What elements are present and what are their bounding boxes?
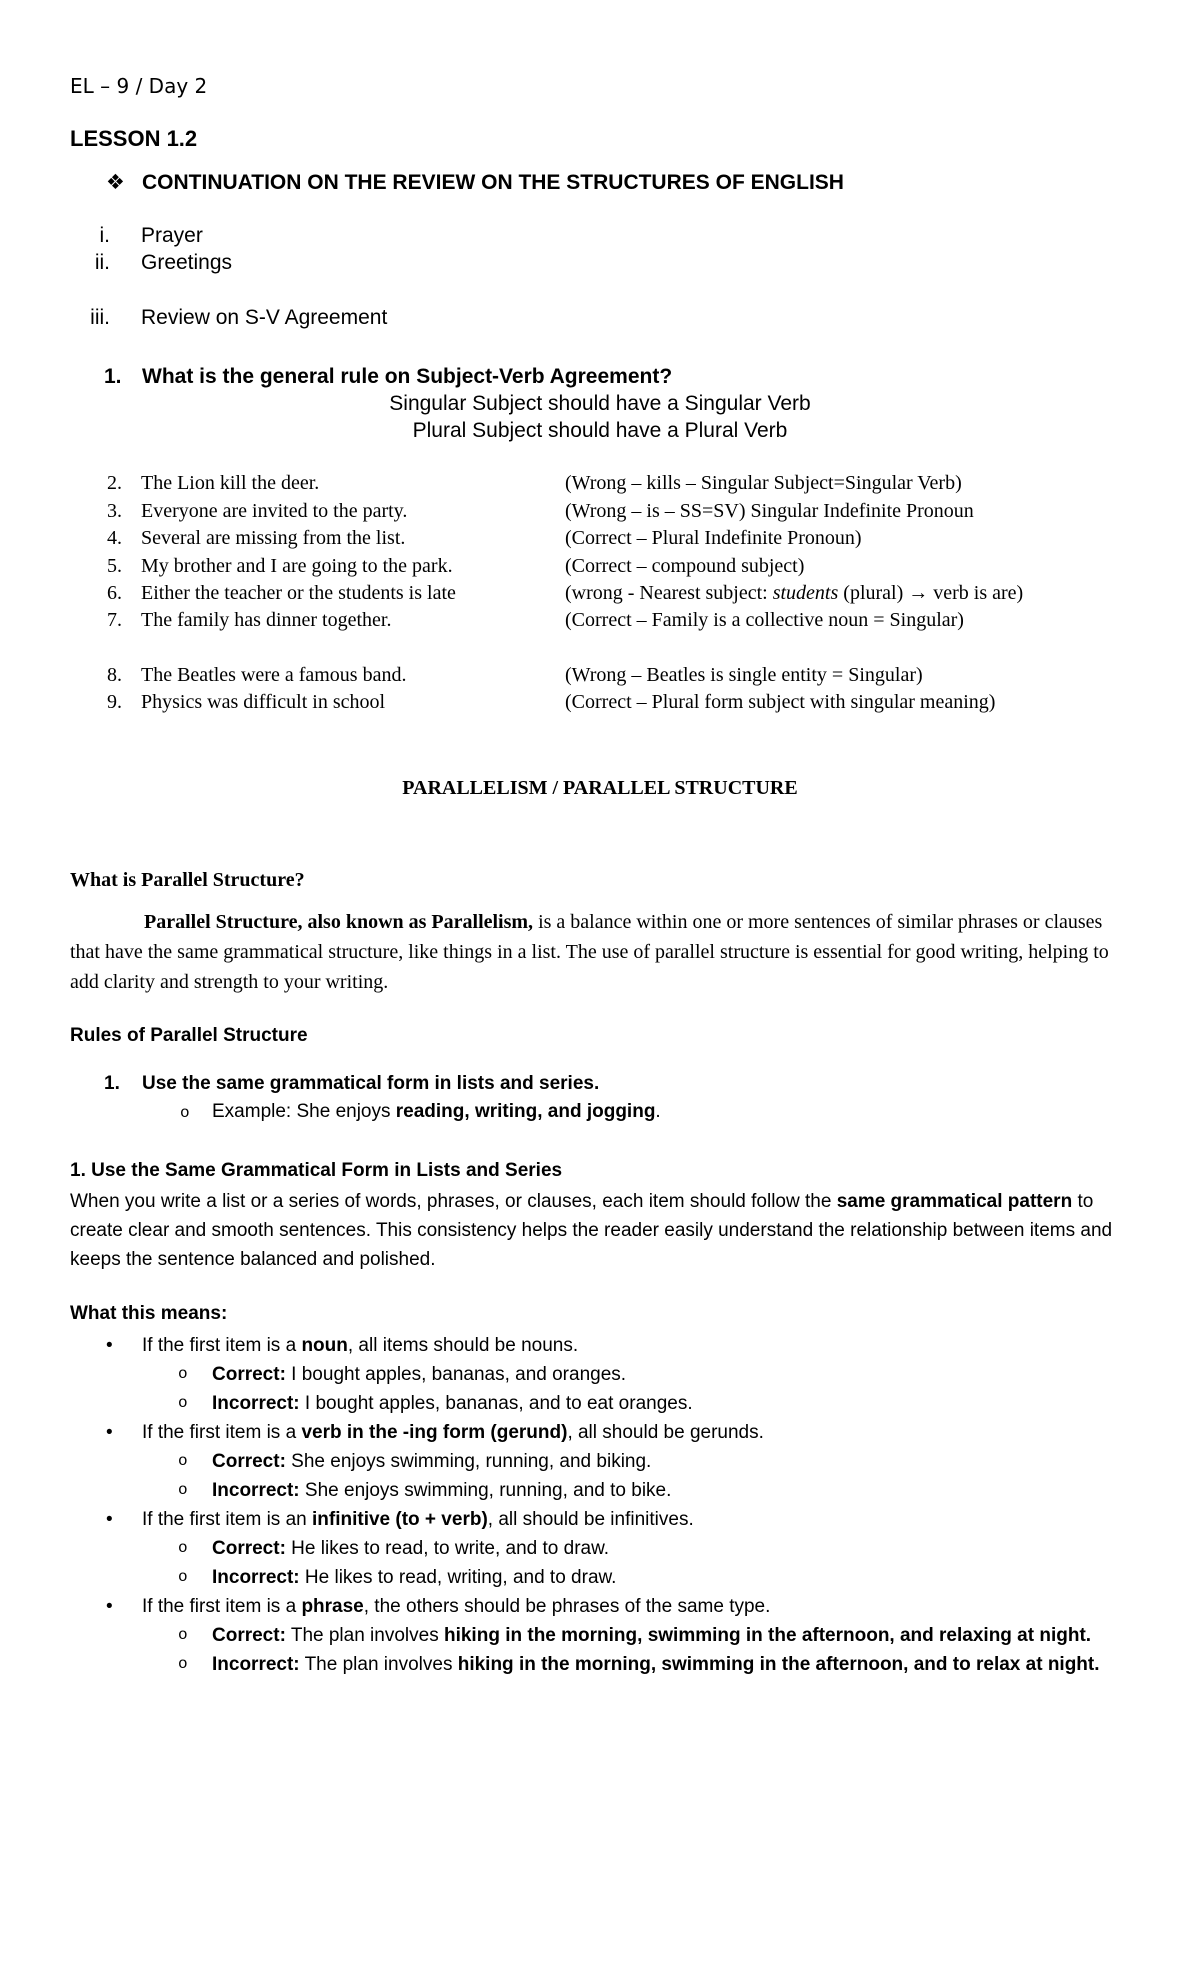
roman-num: i. [99, 224, 110, 247]
bullet-icon: • [106, 1422, 113, 1443]
roman-text: Prayer [141, 224, 203, 247]
item-bold: infinitive (to + verb) [312, 1509, 488, 1530]
header-code: EL – 9 / Day 2 [70, 74, 208, 98]
example-post: . [655, 1101, 661, 1122]
incorrect-text: The plan involves [299, 1654, 458, 1675]
list-item [70, 1592, 1130, 1621]
incorrect-label: Incorrect: [212, 1567, 300, 1588]
circle-bullet-icon: o [178, 1539, 188, 1557]
incorrect-text: She enjoys swimming, running, and to bike. [299, 1480, 672, 1501]
definition-paragraph [70, 907, 1130, 997]
correct-example [70, 1360, 1130, 1389]
incorrect-bold: hiking in the morning, swimming in the afternoon, and to relax at night. [457, 1654, 1100, 1675]
sv-rule-plural: Plural Subject should have a Plural Verb [412, 419, 788, 442]
bullet-icon: • [106, 1509, 113, 1530]
circle-bullet-icon: o [178, 1655, 188, 1673]
explanation-emphasis: students [772, 582, 839, 604]
sv-question [104, 365, 672, 389]
roman-text: Greetings [141, 251, 233, 274]
example-bold: reading, writing, and jogging [395, 1101, 656, 1122]
rule-num: 1. [104, 1073, 120, 1094]
sv-item-sentence: Either the teacher or the students is late [141, 582, 456, 604]
section1-paragraph [70, 1187, 1130, 1274]
correct-label: Correct: [212, 1538, 286, 1559]
roman-num: ii. [94, 251, 110, 274]
correct-label: Correct: [212, 1451, 286, 1472]
sv-item-num: 6. [107, 582, 122, 604]
sv-item-num: 2. [107, 472, 122, 494]
sv-item-sentence: Several are missing from the list. [141, 527, 406, 549]
sv-item-explanation: (Wrong – kills – Singular Subject=Singular Verb) [565, 472, 962, 494]
sv-item-explanation: (Wrong – is – SS=SV) Singular Indefinite Pronoun [565, 500, 974, 522]
sv-item-num: 7. [107, 609, 122, 631]
sv-item-sentence: My brother and I are going to the park. [141, 555, 453, 577]
correct-text: He likes to read, to write, and to draw. [285, 1538, 610, 1559]
correct-text: She enjoys swimming, running, and biking. [285, 1451, 652, 1472]
incorrect-example [70, 1563, 1130, 1592]
question-text: What is the general rule on Subject-Verb Agreement? [142, 365, 673, 388]
sv-item-explanation: (Correct – Family is a collective noun = Singular) [565, 609, 964, 631]
question-num: 1. [104, 365, 122, 388]
section-title-parallelism: PARALLELISM / PARALLEL STRUCTURE [402, 777, 798, 799]
parallel-question: What is Parallel Structure? [70, 869, 305, 891]
sv-item-num: 5. [107, 555, 122, 577]
sv-item-explanation: (Wrong – Beatles is single entity = Singular) [565, 664, 923, 686]
roman-text: Review on S-V Agreement [141, 306, 388, 329]
sv-item-num: 8. [107, 664, 122, 686]
list-item [70, 1505, 1130, 1534]
circle-bullet-icon: o [178, 1452, 188, 1470]
item-pre: If the first item is an [142, 1509, 312, 1530]
sv-item-sentence: The Beatles were a famous band. [141, 664, 407, 686]
correct-label: Correct: [212, 1625, 286, 1646]
explanation-post: (plural) → verb is are) [838, 582, 1024, 604]
incorrect-example [70, 1650, 1130, 1679]
item-post: , all items should be nouns. [347, 1335, 579, 1356]
sv-rule-singular: Singular Subject should have a Singular Verb [389, 392, 811, 415]
circle-bullet-icon: o [178, 1365, 188, 1383]
diamond-bullet-icon: ❖ [106, 170, 125, 194]
topic-text: CONTINUATION ON THE REVIEW ON THE STRUCTURES OF ENGLISH [142, 171, 844, 194]
incorrect-text: He likes to read, writing, and to draw. [299, 1567, 617, 1588]
item-post: , all should be gerunds. [567, 1422, 764, 1443]
incorrect-example [70, 1389, 1130, 1418]
example-pre: Example: She enjoys [212, 1101, 396, 1122]
circle-bullet-icon: o [178, 1481, 188, 1499]
definition-rest: is a balance within one or more sentences of similar phrases or clauses that have the same grammatical structure, like things in a list. The use of parallel structure is essential for good writing, helping to add clarity and strength to your writing. [70, 911, 1109, 993]
rule-example [180, 1101, 661, 1123]
item-bold: noun [301, 1335, 348, 1356]
item-pre: If the first item is a [142, 1335, 302, 1356]
list-item [70, 1418, 1130, 1447]
correct-example [70, 1534, 1130, 1563]
rules-heading: Rules of Parallel Structure [70, 1025, 308, 1046]
correct-text: I bought apples, bananas, and oranges. [285, 1364, 627, 1385]
incorrect-label: Incorrect: [212, 1393, 300, 1414]
sv-item-explanation: (Correct – compound subject) [565, 555, 805, 577]
rule-item [104, 1073, 599, 1095]
lesson-title: LESSON 1.2 [70, 126, 198, 151]
incorrect-label: Incorrect: [212, 1480, 300, 1501]
bullet-icon: • [106, 1335, 113, 1356]
para-post: to create clear and smooth sentences. This consistency helps the reader easily understand the relationship between items and keeps the sentence balanced and polished. [70, 1191, 1113, 1270]
correct-label: Correct: [212, 1364, 286, 1385]
incorrect-text: I bought apples, bananas, and to eat oranges. [299, 1393, 693, 1414]
rule-text: Use the same grammatical form in lists and series. [142, 1073, 600, 1094]
circle-bullet-icon: o [180, 1104, 190, 1122]
para-pre: When you write a list or a series of words, phrases, or clauses, each item should follow the [70, 1191, 837, 1212]
sv-item-sentence: The family has dinner together. [141, 609, 392, 631]
circle-bullet-icon: o [178, 1568, 188, 1586]
topic-heading [106, 170, 844, 195]
sv-item-num: 4. [107, 527, 122, 549]
incorrect-example [70, 1476, 1130, 1505]
circle-bullet-icon: o [178, 1394, 188, 1412]
explanation-pre: (wrong - Nearest subject: [565, 582, 773, 604]
item-pre: If the first item is a [142, 1422, 302, 1443]
roman-num: iii. [90, 306, 110, 329]
item-bold: verb in the -ing form (gerund) [301, 1422, 568, 1443]
item-pre: If the first item is a [142, 1596, 302, 1617]
list-item [70, 1331, 1130, 1360]
means-list [70, 1331, 1130, 1679]
sv-item-sentence: Everyone are invited to the party. [141, 500, 408, 522]
sv-item-num: 9. [107, 691, 122, 713]
definition-bold: Parallel Structure, also known as Parallelism, [144, 911, 534, 933]
correct-text: The plan involves [285, 1625, 444, 1646]
item-post: , all should be infinitives. [487, 1509, 694, 1530]
bullet-icon: • [106, 1596, 113, 1617]
correct-example [70, 1447, 1130, 1476]
incorrect-label: Incorrect: [212, 1654, 300, 1675]
sv-item-sentence: Physics was difficult in school [141, 691, 386, 713]
sv-item-num: 3. [107, 500, 122, 522]
sv-item-explanation: (Correct – Plural Indefinite Pronoun) [565, 527, 862, 549]
correct-bold: hiking in the morning, swimming in the afternoon, and relaxing at night. [443, 1625, 1092, 1646]
sv-item-sentence: The Lion kill the deer. [141, 472, 320, 494]
item-bold: phrase [301, 1596, 364, 1617]
sv-item-explanation [565, 582, 1023, 605]
para-bold: same grammatical pattern [836, 1191, 1073, 1212]
correct-example [70, 1621, 1130, 1650]
means-heading: What this means: [70, 1303, 228, 1324]
sv-item-explanation: (Correct – Plural form subject with singular meaning) [565, 691, 996, 713]
circle-bullet-icon: o [178, 1626, 188, 1644]
section1-heading: 1. Use the Same Grammatical Form in Lists and Series [70, 1160, 563, 1181]
item-post: , the others should be phrases of the same type. [363, 1596, 771, 1617]
